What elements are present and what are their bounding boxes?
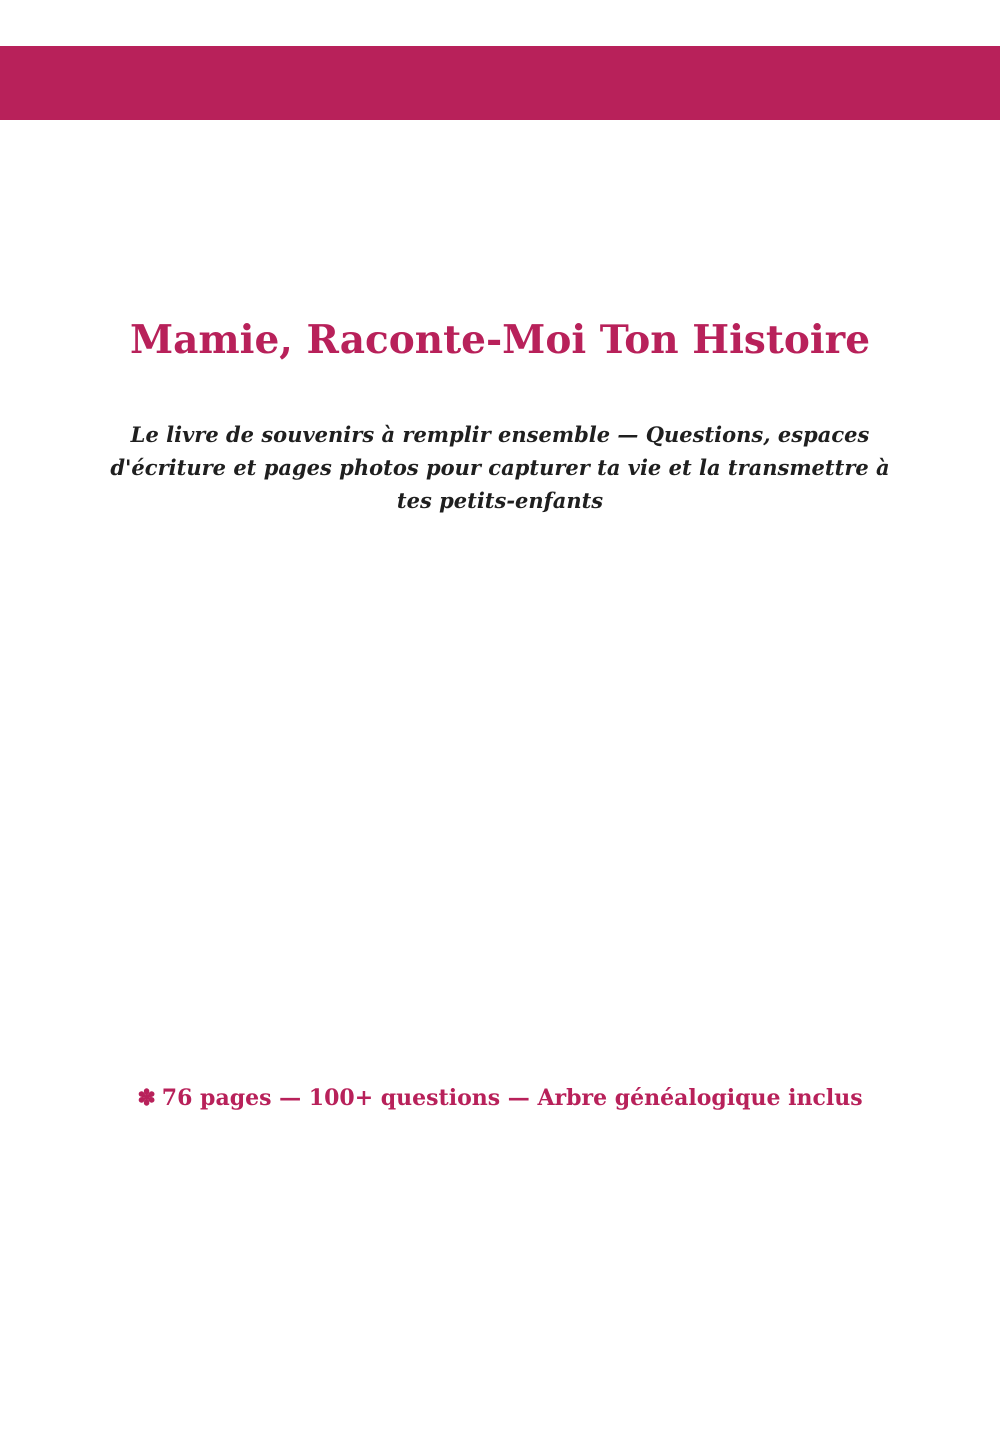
top-color-band — [0, 46, 1000, 120]
book-features-line — [0, 1080, 1000, 1116]
features-text: 76 pages — 100+ questions — Arbre généalogique inclus — [161, 1085, 863, 1111]
book-title: Mamie, Raconte-Moi Ton Histoire — [129, 317, 871, 363]
flower-icon: ✽ — [137, 1085, 156, 1111]
book-subtitle: Le livre de souvenirs à remplir ensemble — Questions, espaces d'écriture et pages photos pour capturer ta vie et la transmettre à tes petits-enfants — [110, 422, 890, 513]
